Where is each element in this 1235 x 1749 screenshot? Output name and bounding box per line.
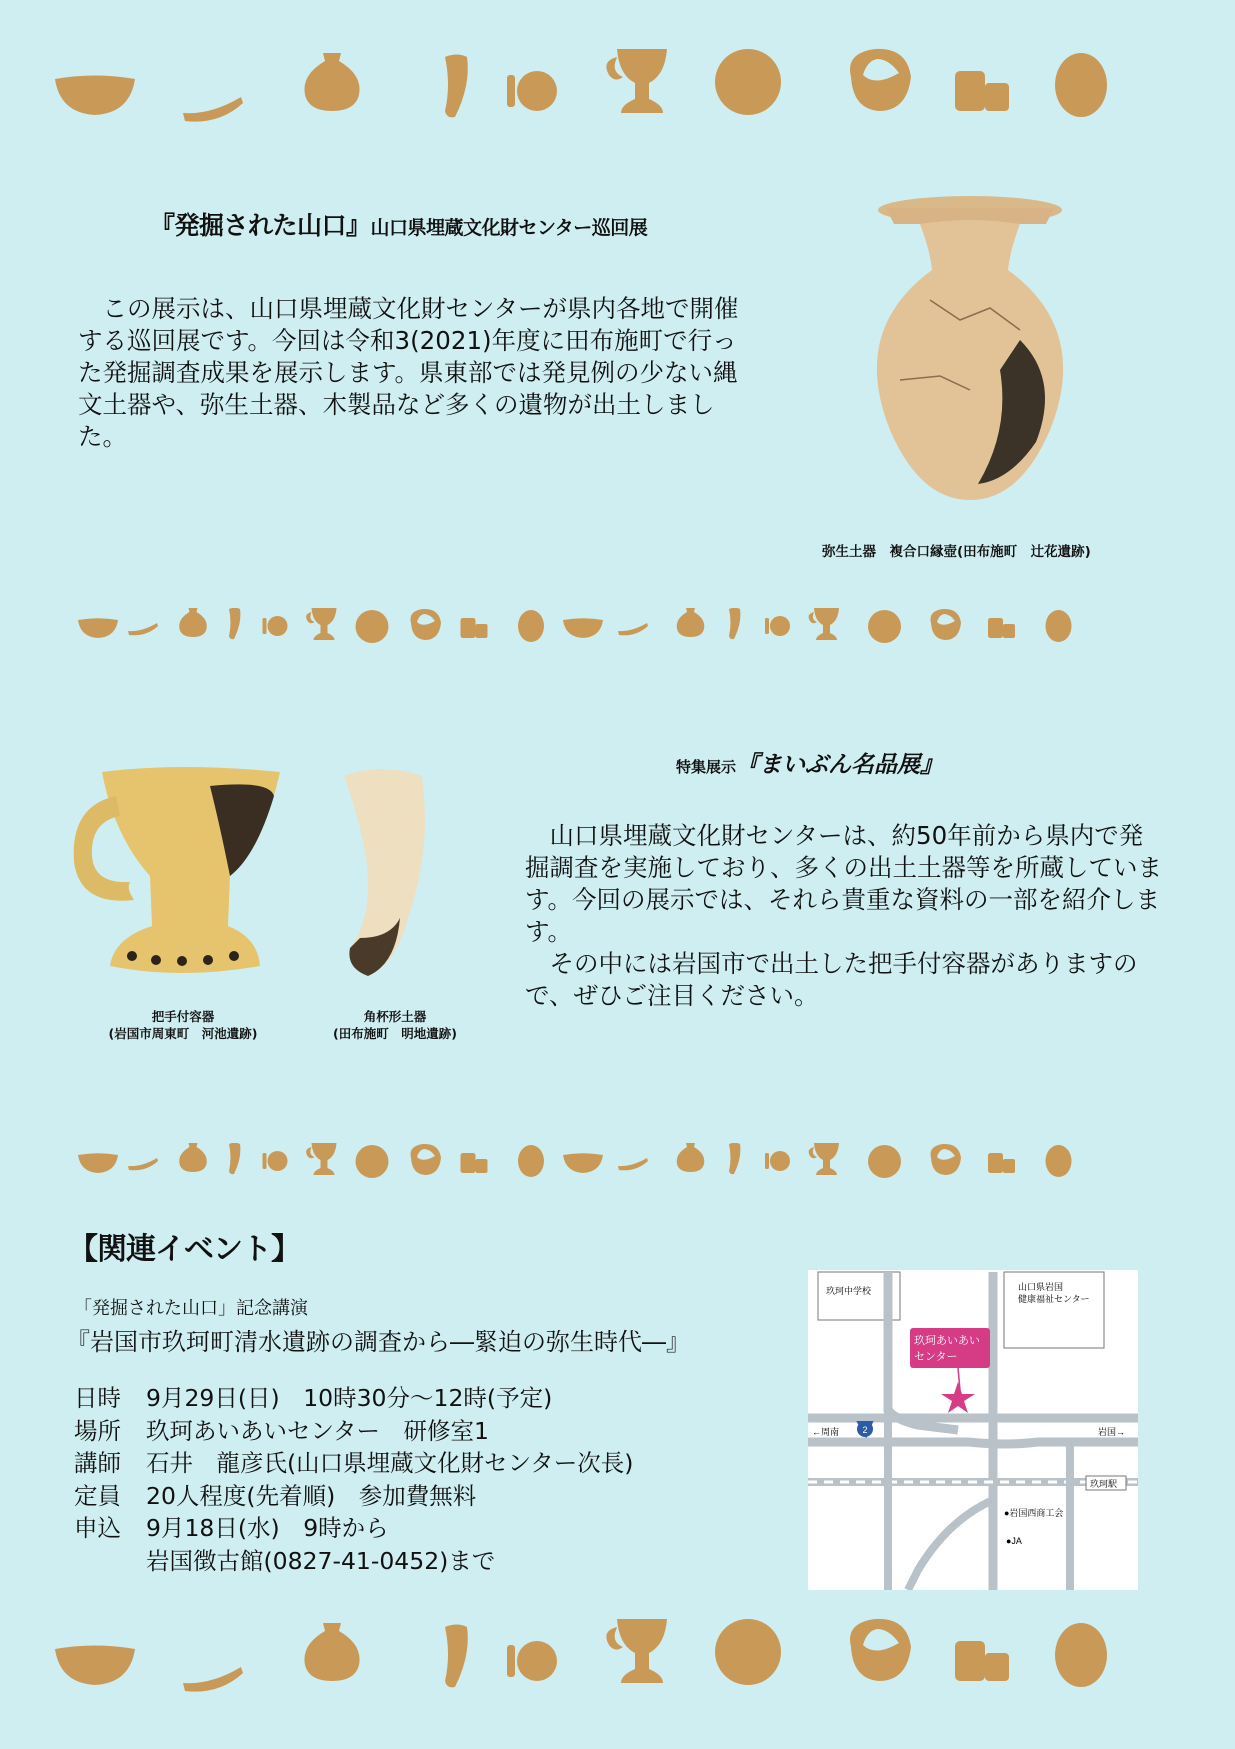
handled-vessel-caption	[88, 1008, 278, 1042]
map-station-label: 玖珂駅	[1090, 1479, 1118, 1489]
access-map	[808, 1270, 1138, 1594]
handled-vessel-name: 把手付容器	[151, 1009, 215, 1024]
section1-body: この展示は、山口県埋蔵文化財センターが県内各地で開催する巡回展です。今回は令和3(2021)年度に田布施町で行った発掘調査成果を展示します。県東部では発見例の少ない縄文土器や、弥生土器、木製品など多くの遺物が出土しました。	[78, 294, 739, 451]
pottery-border-mid2	[78, 1143, 1158, 1183]
section2-title-main: 『まいぶん名品展』	[736, 752, 944, 778]
horn-cup-caption	[310, 1008, 480, 1042]
lecture-label: 「発掘された山口」記念講演	[74, 1298, 308, 1319]
map-school-label: 玖珂中学校	[826, 1286, 872, 1296]
detail-value: 9月18日(水) 9時から	[146, 1514, 389, 1542]
detail-value: 岩国徴古館(0827-41-0452)まで	[146, 1546, 496, 1575]
section2-title	[676, 746, 943, 779]
pottery-border-top	[55, 45, 1185, 135]
detail-key: 場所	[74, 1416, 121, 1445]
section1-title-sub: 山口県埋蔵文化財センター巡回展	[370, 217, 648, 239]
detail-key: 定員	[74, 1481, 121, 1510]
section1-title	[150, 206, 647, 242]
detail-value: 玖珂あいあいセンター 研修室1	[146, 1416, 490, 1445]
detail-key: 日時	[74, 1384, 121, 1412]
map-venue-label-1: 玖珂あいあい	[914, 1335, 980, 1347]
map-commerce-label: ●岩国西商工会	[1004, 1508, 1064, 1518]
map-ja-label: ●JA	[1006, 1536, 1022, 1546]
section2-paragraph: 山口県埋蔵文化財センターは、約50年前から県内で発掘調査を実施しており、多くの出土土器等を所蔵しています。今回の展示では、それら貴重な資料の一部を紹介します。	[525, 821, 1162, 946]
map-welfare-label-1: 山口県岩国	[1018, 1282, 1064, 1292]
detail-key: 講師	[74, 1449, 121, 1477]
detail-row-apply	[74, 1512, 633, 1545]
horn-cup-name: 角杯形土器	[363, 1009, 427, 1024]
detail-key: 申込	[74, 1514, 121, 1542]
section2-body	[525, 820, 1165, 1012]
map-east-label: 岩国→	[1098, 1427, 1126, 1437]
section2-title-prefix: 特集展示	[676, 758, 737, 776]
detail-row-place	[74, 1415, 633, 1448]
horn-cup-location: (田布施町 明地遺跡)	[333, 1026, 457, 1041]
jar-photo	[860, 180, 1080, 524]
detail-row-contact	[74, 1545, 633, 1578]
section1-title-main: 『発掘された山口』	[150, 211, 371, 240]
detail-row-capacity	[74, 1480, 633, 1513]
detail-row-date	[74, 1382, 633, 1415]
map-welfare-label-2: 健康福祉センター	[1018, 1294, 1090, 1304]
map-west-label: ←周南	[812, 1427, 840, 1437]
pottery-border-bottom	[55, 1615, 1185, 1705]
event-details	[74, 1382, 633, 1577]
event-heading: 【関連イベント】	[68, 1232, 300, 1267]
handled-vessel-location: (岩国市周東町 河池遺跡)	[108, 1026, 258, 1041]
handled-vessel-photo	[70, 766, 290, 990]
jar-caption: 弥生土器 複合口縁壺(田布施町 辻花遺跡)	[822, 544, 1091, 560]
detail-value: 20人程度(先着順) 参加費無料	[146, 1481, 477, 1510]
detail-row-lecturer	[74, 1447, 633, 1480]
detail-value: 石井 龍彦氏(山口県埋蔵文化財センター次長)	[146, 1449, 634, 1477]
detail-value: 9月29日(日) 10時30分～12時(予定)	[146, 1384, 553, 1412]
horn-cup-photo	[340, 768, 440, 992]
map-venue-label-2: センター	[914, 1351, 958, 1363]
pottery-border-mid1	[78, 608, 1158, 648]
map-route-number: 2	[862, 1425, 868, 1435]
section2-paragraph: その中には岩国市で出土した把手付容器がありますので、ぜひご注目ください。	[525, 949, 1138, 1010]
lecture-title: 『岩国市玖珂町清水遺跡の調査から―緊迫の弥生時代―』	[66, 1328, 690, 1356]
